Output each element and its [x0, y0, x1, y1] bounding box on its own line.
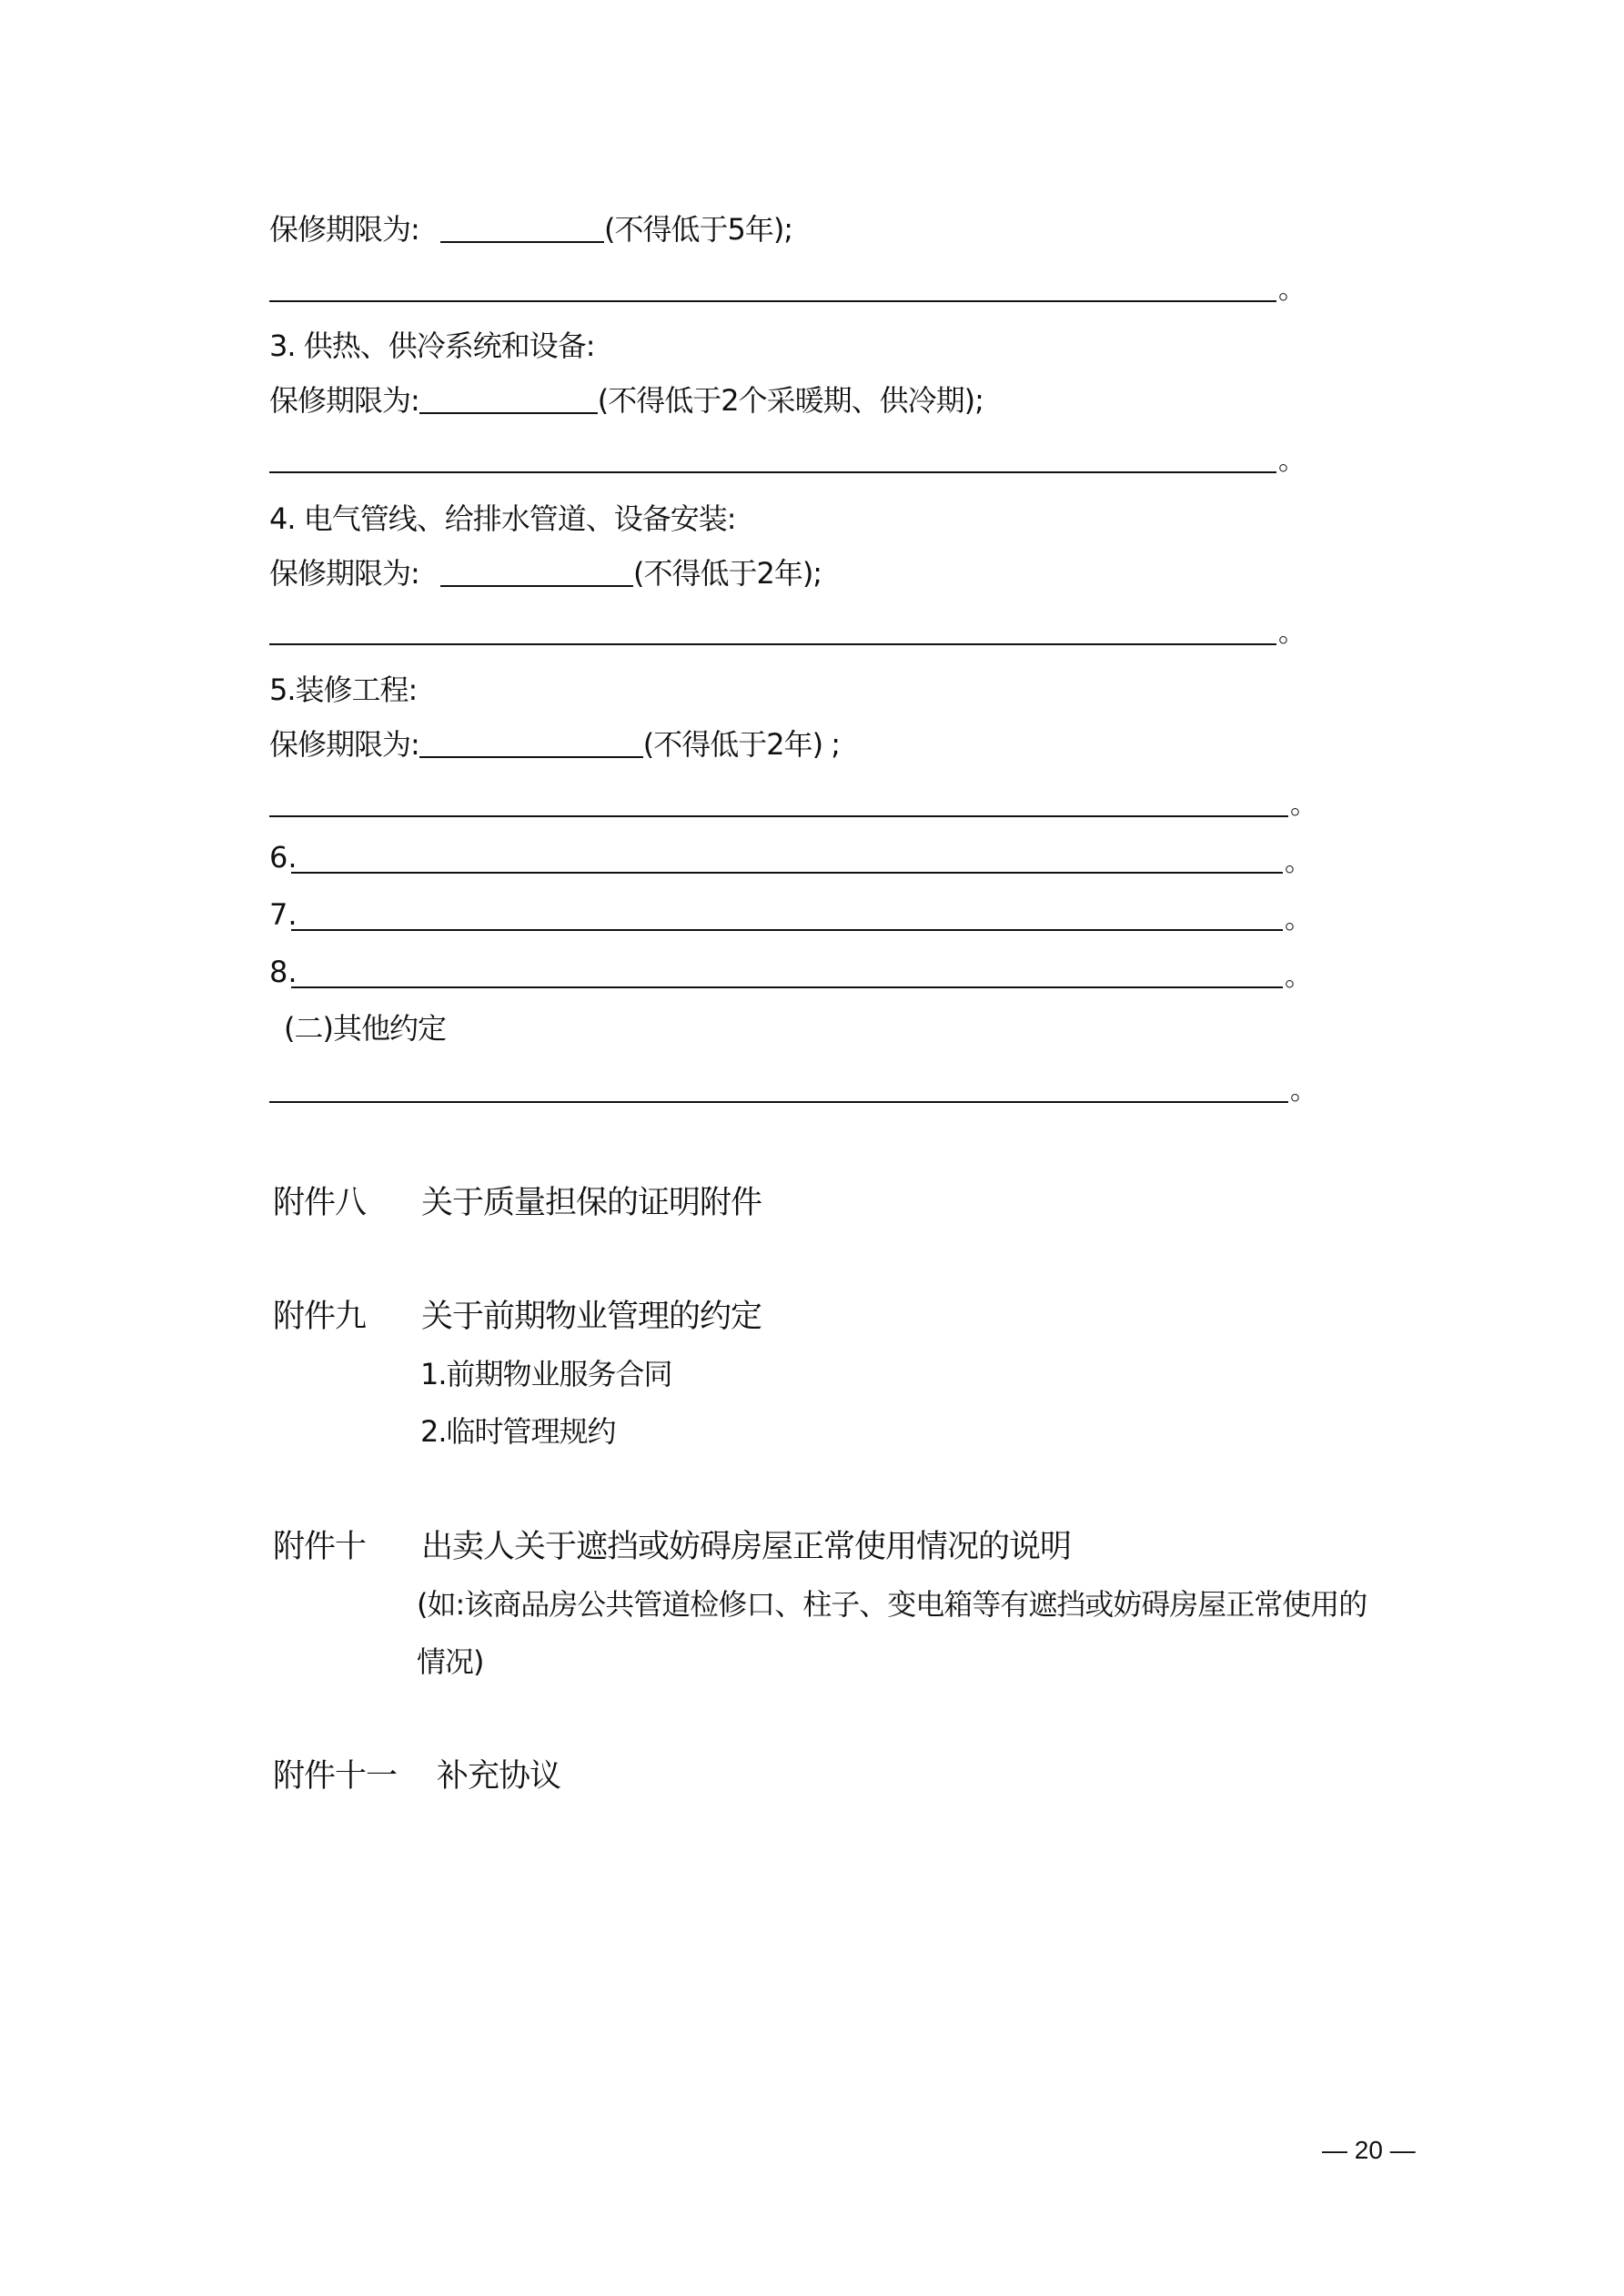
period-mark: 。: [1290, 1075, 1317, 1107]
other-agreements-heading: (二)其他约定: [284, 1011, 446, 1046]
attachment-label: 附件十一: [273, 1758, 398, 1795]
period-mark: 。: [1278, 617, 1306, 649]
item-heading: 5.装修工程:: [269, 673, 418, 707]
attachment-10: [273, 1527, 1071, 1567]
fill-line[interactable]: [291, 986, 1283, 988]
warranty-label: 保修期限为:: [269, 212, 419, 247]
attachment-8: [273, 1183, 762, 1223]
warranty-period-line: [269, 555, 822, 592]
attachment-sub-item: 2.临时管理规约: [420, 1414, 616, 1449]
warranty-period-line: [269, 726, 840, 763]
warranty-minimum: (不得低于5年);: [603, 212, 793, 247]
fill-line[interactable]: [269, 643, 1276, 645]
warranty-period-blank[interactable]: [440, 558, 633, 587]
page-number: — 20 —: [1322, 2136, 1416, 2164]
item-number: 7.: [269, 897, 298, 932]
warranty-minimum: (不得低于2个采暖期、供冷期);: [597, 383, 983, 418]
period-mark: 。: [1285, 846, 1312, 878]
attachment-label: 附件十: [273, 1529, 367, 1565]
numbered-blank-8: [269, 954, 298, 990]
item-heading: 4. 电气管线、给排水管道、设备安装:: [269, 501, 736, 536]
attachment-label: 附件九: [273, 1299, 367, 1335]
fill-line[interactable]: [291, 872, 1283, 874]
period-mark: 。: [1278, 445, 1306, 477]
attachment-note: (如:该商品房公共管道检修口、柱子、变电箱等有遮挡或妨碍房屋正常使用的: [417, 1587, 1367, 1622]
warranty-period-line: [269, 211, 792, 248]
warranty-period-line: [269, 382, 983, 419]
attachment-sub-item: 1.前期物业服务合同: [420, 1357, 672, 1391]
warranty-minimum: (不得低于2年);: [632, 556, 822, 591]
fill-line[interactable]: [269, 815, 1288, 817]
fill-line[interactable]: [269, 300, 1276, 302]
warranty-label: 保修期限为:: [269, 727, 419, 762]
period-mark: 。: [1278, 274, 1306, 306]
warranty-period-blank[interactable]: [440, 214, 604, 243]
period-mark: 。: [1285, 961, 1312, 993]
attachment-9: [273, 1297, 762, 1337]
attachment-note: 情况): [417, 1644, 484, 1679]
period-mark: 。: [1290, 789, 1317, 821]
item-number: 6.: [269, 840, 298, 875]
attachment-11: [273, 1756, 560, 1796]
fill-line[interactable]: [291, 929, 1283, 931]
attachment-title: 关于质量担保的证明附件: [421, 1185, 762, 1221]
attachment-label: 附件八: [273, 1185, 367, 1221]
warranty-minimum: (不得低于2年) ;: [642, 727, 841, 762]
item-heading: 3. 供热、供冷系统和设备:: [269, 329, 595, 363]
attachment-title: 出卖人关于遮挡或妨碍房屋正常使用情况的说明: [421, 1529, 1072, 1565]
item-number: 8.: [269, 955, 298, 989]
warranty-period-blank[interactable]: [419, 729, 643, 758]
fill-line[interactable]: [269, 1101, 1288, 1103]
period-mark: 。: [1285, 904, 1312, 936]
attachment-title: 关于前期物业管理的约定: [421, 1299, 762, 1335]
warranty-label: 保修期限为:: [269, 556, 419, 591]
numbered-blank-6: [269, 839, 298, 875]
warranty-label: 保修期限为:: [269, 383, 419, 418]
fill-line[interactable]: [269, 471, 1276, 473]
warranty-period-blank[interactable]: [419, 385, 598, 414]
attachment-title: 补充协议: [437, 1758, 561, 1795]
numbered-blank-7: [269, 896, 298, 933]
